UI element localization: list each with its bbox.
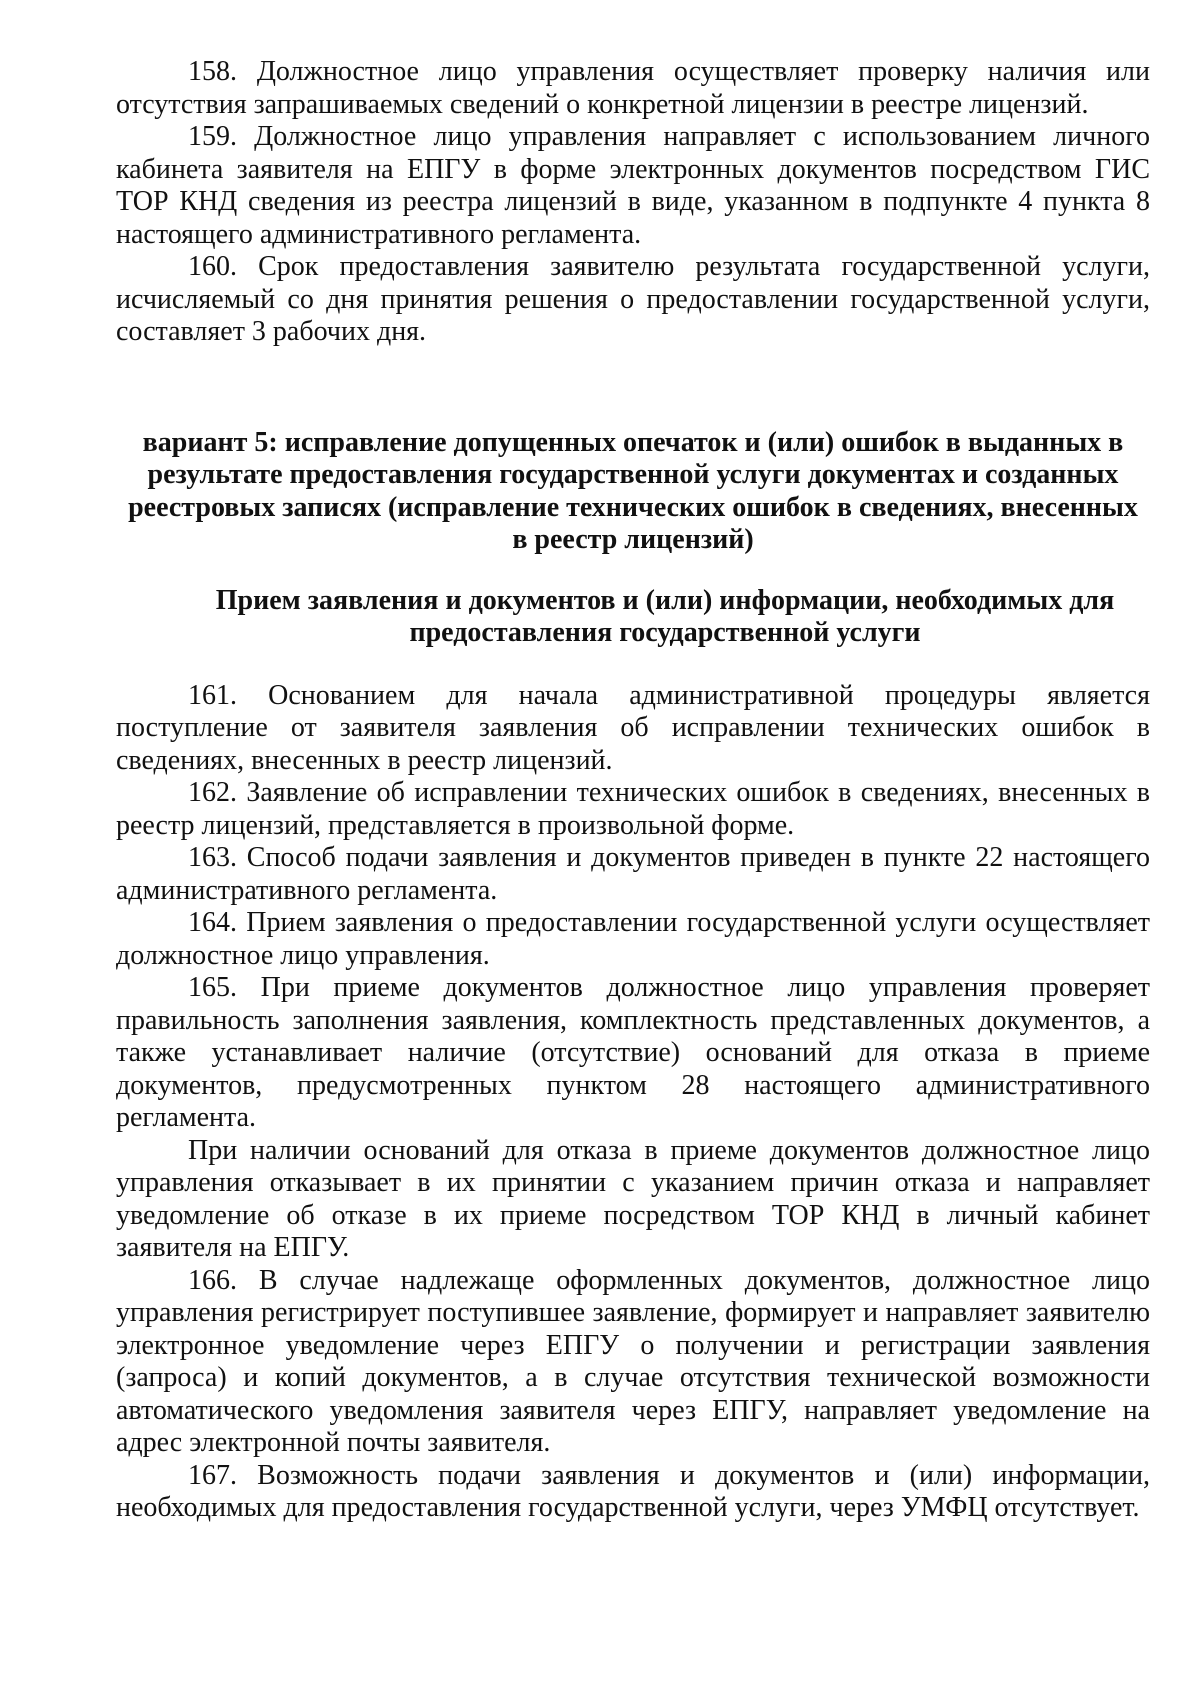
paragraph-158: 158. Должностное лицо управления осуществляет проверку наличия или отсутствия запрашиваемых сведений о конкретной лицензии в реестре лицензий. bbox=[116, 56, 1150, 120]
paragraph-167: 167. Возможность подачи заявления и документов и (или) информации, необходимых для предоставления государственной услуги, через УМФЦ отсутствует. bbox=[116, 1459, 1150, 1523]
paragraph-166: 166. В случае надлежаще оформленных документов, должностное лицо управления регистрирует поступившее заявление, формирует и направляет заявителю электронное уведомление через ЕПГУ о получении и регистрации заявления (запроса) и копий документов, а в случае отсутствия технической возможности автоматического уведомления заявителя через ЕПГУ, направляет уведомление на адрес электронной почты заявителя. bbox=[116, 1264, 1150, 1458]
paragraph-165: 165. При приеме документов должностное лицо управления проверяет правильность заполнения заявления, комплектность представленных документов, а также устанавливает наличие (отсутствие) оснований для отказа в приеме документов, предусмотренных пунктом 28 настоящего административного регламента. bbox=[116, 972, 1150, 1133]
paragraph-163: 163. Способ подачи заявления и документов приведен в пункте 22 настоящего административного регламента. bbox=[116, 842, 1150, 906]
paragraph-162: 162. Заявление об исправлении технических ошибок в сведениях, внесенных в реестр лицензий, представляется в произвольной форме. bbox=[116, 777, 1150, 841]
paragraph-159: 159. Должностное лицо управления направляет с использованием личного кабинета заявителя на ЕПГУ в форме электронных документов посредством ГИС ТОР КНД сведения из реестра лицензий в виде, указанном в подпункте 4 пункта 8 настоящего административного регламента. bbox=[116, 121, 1150, 250]
spacer bbox=[116, 650, 1150, 680]
paragraph-160: 160. Срок предоставления заявителю результата государственной услуги, исчисляемый со дня принятия решения о предоставлении государственной услуги, составляет 3 рабочих дня. bbox=[116, 251, 1150, 347]
paragraph-161: 161. Основанием для начала административной процедуры является поступление от заявителя заявления об исправлении технических ошибок в сведениях, внесенных в реестр лицензий. bbox=[116, 679, 1150, 776]
paragraph-165-continued: При наличии оснований для отказа в приеме документов должностное лицо управления отказывает в их принятии с указанием причин отказа и направляет уведомление об отказе в их приеме посредством ТОР КНД в личный кабинет заявителя на ЕПГУ. bbox=[116, 1134, 1150, 1263]
spacer bbox=[116, 557, 1150, 585]
spacer bbox=[116, 349, 1150, 427]
section-heading: Прием заявления и документов и (или) информации, необходимых для предоставления государственной услуги bbox=[215, 584, 1115, 648]
variant-5-heading: вариант 5: исправление допущенных опечаток и (или) ошибок в выданных в результате предоставления государственной услуги документах и созданных реестровых записях (исправление технических ошибок в сведениях, внесенных в реестр лицензий) bbox=[128, 426, 1138, 555]
paragraph-164: 164. Прием заявления о предоставлении государственной услуги осуществляет должностное лицо управления. bbox=[116, 907, 1150, 971]
